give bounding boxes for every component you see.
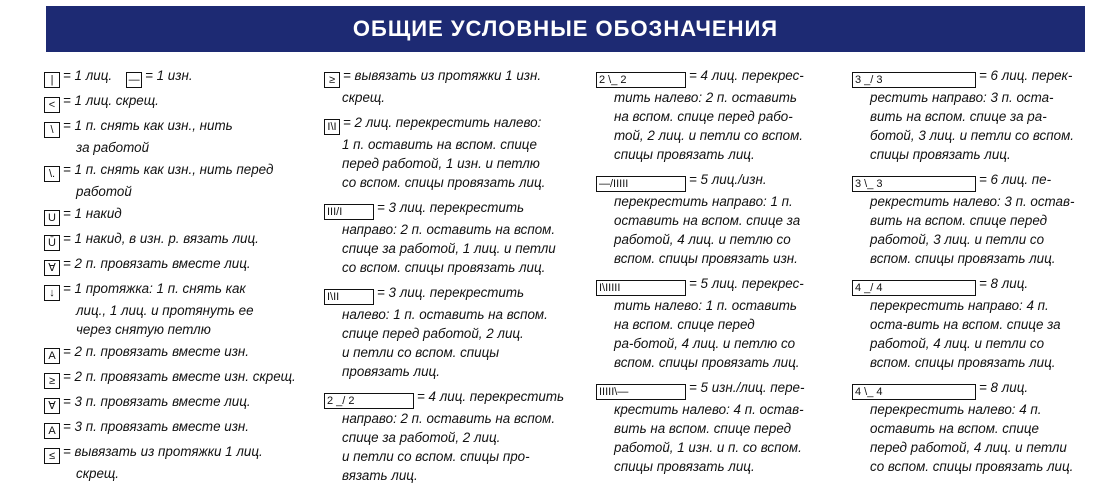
stitch-symbol-icon: —/IIIII (596, 176, 686, 192)
legend-text: = 2 лиц. перекрестить налево: (343, 115, 542, 130)
stitch-symbol-icon: I\IIIII (596, 280, 686, 296)
legend-text-continued: перекрестить направо: 1 п. (614, 194, 793, 209)
stitch-symbol-icon: < (44, 97, 60, 113)
legend-text-continued: оста-вить на вспом. спице за (870, 317, 1061, 332)
legend-entry (324, 387, 586, 485)
legend-text-continued: направо: 2 п. оставить на вспом. (342, 411, 556, 426)
page-title: ОБЩИЕ УСЛОВНЫЕ ОБОЗНАЧЕНИЯ (352, 16, 779, 41)
legend-text-continued: вить на вспом. спице перед (870, 213, 1048, 228)
legend-text-continued: спицы провязать лиц. (614, 459, 755, 474)
legend-text-continued: работой, 1 изн. и п. со вспом. (614, 440, 802, 455)
legend-entry (44, 417, 316, 439)
legend-text: = 1 лиц. скрещ. (63, 93, 159, 108)
legend-text-continued: со вспом. спицы провязать лиц. (342, 175, 546, 190)
stitch-symbol-icon: 2 \_ 2 (596, 72, 686, 88)
stitch-symbol-icon: 2 _/ 2 (324, 393, 414, 409)
legend-text: = 6 лиц. пе- (979, 172, 1052, 187)
legend-entry (852, 378, 1092, 476)
stitch-symbol-icon: Ū (44, 235, 60, 251)
legend-entry (44, 116, 316, 157)
legend-text-continued: тить налево: 2 п. оставить (614, 90, 797, 105)
stitch-symbol-icon: 4 _/ 4 (852, 280, 976, 296)
stitch-symbol-icon: 4 \_ 4 (852, 384, 976, 400)
legend-text-continued: на вспом. спице перед рабо- (614, 109, 793, 124)
stitch-symbol-icon: IIIII\— (596, 384, 686, 400)
legend-text-continued: тить налево: 1 п. оставить (614, 298, 797, 313)
legend-text-continued: вязать лиц. (342, 468, 418, 483)
legend-entry (44, 204, 316, 226)
legend-text-continued: рекрестить налево: 3 п. остав- (870, 194, 1075, 209)
legend-text: = 3 п. провязать вместе изн. (63, 419, 250, 434)
legend-text-continued: той, 2 лиц. и петли со вспом. (614, 128, 803, 143)
legend-entry (44, 254, 316, 276)
legend-column-4 (852, 66, 1092, 482)
legend-text-continued: спице за работой, 1 лиц. и петли (342, 241, 556, 256)
stitch-symbol-icon: ∀ (44, 398, 60, 414)
stitch-symbol-icon: ≤ (44, 448, 60, 464)
legend-entry (596, 170, 840, 268)
legend-text-continued: работой, 3 лиц. и петли со (870, 232, 1045, 247)
legend-text: = 6 лиц. перек- (979, 68, 1073, 83)
legend-text: = 5 лиц. перекрес- (689, 276, 804, 291)
legend-entry (852, 170, 1092, 268)
legend-text: = 2 п. провязать вместе лиц. (63, 256, 251, 271)
stitch-symbol-icon: ↓ (44, 285, 60, 301)
legend-entry (596, 274, 840, 372)
legend-text-continued: вить на вспом. спице перед (614, 421, 792, 436)
legend-text: = 2 п. провязать вместе изн. скрещ. (63, 369, 296, 384)
legend-text-continued: спицы провязать лиц. (870, 147, 1011, 162)
legend-text: = 1 п. снять как изн., нить (63, 118, 233, 133)
legend-text-continued: рестить направо: 3 п. оста- (870, 90, 1054, 105)
legend-text-continued: скрещ. (76, 466, 120, 481)
legend-text: = 3 лиц. перекрестить (377, 285, 525, 300)
legend-column-1 (44, 66, 316, 486)
legend-entry (324, 113, 586, 192)
legend-entry (44, 66, 316, 88)
legend-text: = 5 лиц./изн. (689, 172, 767, 187)
stitch-symbol-icon: III/I (324, 204, 374, 220)
legend-entry (44, 91, 316, 113)
legend-text: = 2 п. провязать вместе изн. (63, 344, 250, 359)
legend-text-continued: вить на вспом. спице за ра- (870, 109, 1047, 124)
stitch-symbol-icon: U (44, 210, 60, 226)
legend-text: = 1 накид (63, 206, 122, 221)
legend-text: = 3 п. провязать вместе лиц. (63, 394, 251, 409)
legend-entry (44, 367, 316, 389)
legend-column-3 (596, 66, 840, 482)
stitch-symbol-icon: \. (44, 166, 60, 182)
purl-symbol-icon: — (126, 72, 142, 88)
legend-text-continued: на вспом. спице перед (614, 317, 755, 332)
legend-text: = 8 лиц. (979, 380, 1029, 395)
legend-text: = 4 лиц. перекрес- (689, 68, 804, 83)
legend-text-continued: провязать лиц. (342, 364, 440, 379)
legend-text-continued: вспом. спицы провязать лиц. (614, 355, 800, 370)
legend-text-continued: спице перед работой, 2 лиц. (342, 326, 524, 341)
legend-text-continued: оставить на вспом. спице (870, 421, 1039, 436)
legend-text-continued: спице за работой, 2 лиц. (342, 430, 501, 445)
stitch-symbol-icon: 3 \_ 3 (852, 176, 976, 192)
legend-text-continued: 1 п. оставить на вспом. спице (342, 137, 537, 152)
legend-text-continued: работой (76, 184, 132, 199)
title-banner (46, 6, 1085, 52)
legend-text: = 5 изн./лиц. пере- (689, 380, 805, 395)
legend-text-continued: вспом. спицы провязать лиц. (870, 355, 1056, 370)
legend-text-continued: перед работой, 4 лиц. и петли (870, 440, 1067, 455)
legend-text: = 4 лиц. перекрестить (417, 389, 565, 404)
stitch-symbol-icon: ≥ (324, 72, 340, 88)
legend-text-continued: работой, 4 лиц. и петли со (870, 336, 1045, 351)
stitch-symbol-icon: ≥ (44, 373, 60, 389)
legend-entry (596, 66, 840, 164)
legend-entry (852, 274, 1092, 372)
legend-text-continued: со вспом. спицы провязать лиц. (342, 260, 546, 275)
stitch-symbol-icon: 3 _/ 3 (852, 72, 976, 88)
legend-column-2 (324, 66, 586, 491)
legend-text-continued: со вспом. спицы провязать лиц. (870, 459, 1074, 474)
legend-text: = 8 лиц. (979, 276, 1029, 291)
legend-entry (324, 198, 586, 277)
legend-entry (852, 66, 1092, 164)
legend-text-continued: направо: 2 п. оставить на вспом. (342, 222, 556, 237)
legend-text-continued: и петли со вспом. спицы (342, 345, 500, 360)
legend-text-continued: работой, 4 лиц. и петлю со (614, 232, 791, 247)
legend-entry (44, 442, 316, 483)
legend-text-continued: вспом. спицы провязать лиц. (870, 251, 1056, 266)
legend-text: = 1 изн. (145, 68, 193, 83)
legend-text-continued: перед работой, 1 изн. и петлю (342, 156, 540, 171)
legend-text-continued: лиц., 1 лиц. и протянуть ее (76, 303, 254, 318)
stitch-symbol-icon: ∀ (44, 260, 60, 276)
legend-text: = вывязать из протяжки 1 изн. (343, 68, 542, 83)
legend-text-continued: перекрестить направо: 4 п. (870, 298, 1049, 313)
legend-text-continued: ботой, 3 лиц. и петли со вспом. (870, 128, 1074, 143)
legend-entry (324, 283, 586, 381)
legend-text: = 1 лиц. (63, 68, 113, 83)
legend-text-continued: вспом. спицы провязать изн. (614, 251, 798, 266)
legend-entry (44, 229, 316, 251)
legend-text: = 1 п. снять как изн., нить перед (63, 162, 274, 177)
legend-text-continued: крестить налево: 4 п. остав- (614, 402, 804, 417)
legend-text-continued: оставить на вспом. спице за (614, 213, 801, 228)
legend-entry (44, 279, 316, 339)
stitch-symbol-icon: A (44, 423, 60, 439)
legend-text-continued: налево: 1 п. оставить на вспом. (342, 307, 548, 322)
legend-text-continued: за работой (76, 140, 150, 155)
legend-entry (44, 392, 316, 414)
legend-inline-entry (126, 66, 192, 88)
legend-text: = 1 накид, в изн. р. вязать лиц. (63, 231, 259, 246)
legend-entry (324, 66, 586, 107)
legend-entry (44, 160, 316, 201)
stitch-symbol-icon: \ (44, 122, 60, 138)
legend-text-continued: и петли со вспом. спицы про- (342, 449, 530, 464)
legend-text-continued: скрещ. (342, 90, 386, 105)
legend-text-continued: через снятую петлю (76, 322, 211, 337)
stitch-symbol-icon: I\I (324, 119, 340, 135)
legend-text-continued: перекрестить налево: 4 п. (870, 402, 1042, 417)
legend-text: = вывязать из протяжки 1 лиц. (63, 444, 263, 459)
legend-text-continued: спицы провязать лиц. (614, 147, 755, 162)
stitch-symbol-icon: A (44, 348, 60, 364)
legend-text: = 1 протяжка: 1 п. снять как (63, 281, 246, 296)
legend-entry (596, 378, 840, 476)
legend-entry (44, 342, 316, 364)
stitch-symbol-icon: | (44, 72, 60, 88)
legend-text: = 3 лиц. перекрестить (377, 200, 525, 215)
stitch-symbol-icon: I\II (324, 289, 374, 305)
legend-text-continued: ра-ботой, 4 лиц. и петлю со (614, 336, 796, 351)
